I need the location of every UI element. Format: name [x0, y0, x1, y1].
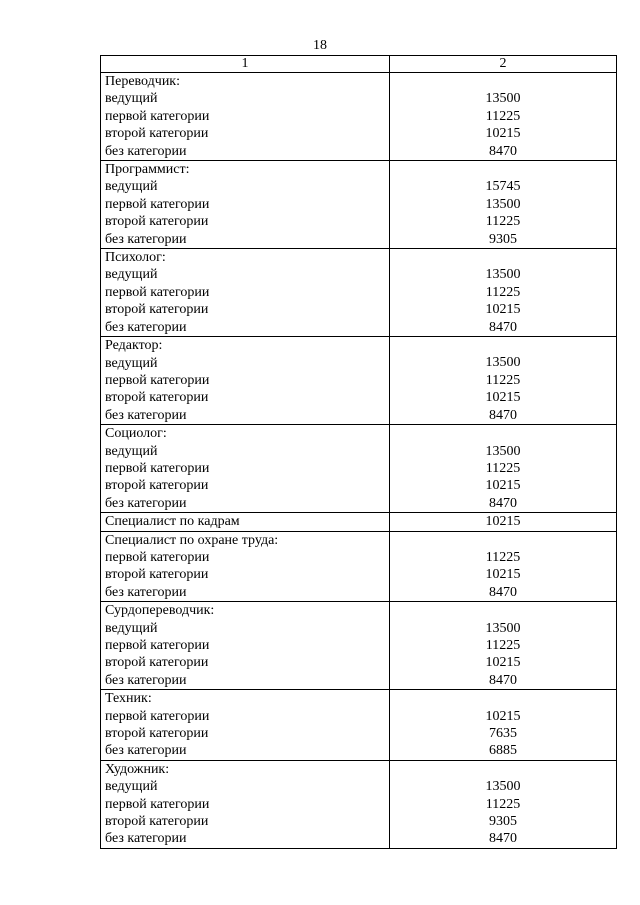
salary-value: 11225	[485, 549, 521, 565]
salary-cell	[390, 425, 617, 513]
position-cell	[101, 249, 390, 337]
table-row	[101, 161, 617, 249]
category-label: второй категории	[105, 567, 209, 583]
empty-value-line	[390, 161, 616, 178]
salary-value: 8470	[489, 495, 517, 511]
salary-value: 13500	[485, 196, 521, 212]
column-header-2: 2	[390, 56, 617, 73]
salary-value: 10215	[485, 708, 521, 724]
salary-value: 11225	[485, 108, 521, 124]
category-label: первой категории	[105, 196, 210, 212]
salary-value: 10215	[485, 655, 521, 671]
position-cell	[101, 73, 390, 161]
table-header-row	[101, 56, 617, 73]
empty-value-line	[390, 425, 616, 442]
page-number: 18	[313, 38, 327, 53]
table-row	[101, 249, 617, 337]
salary-value: 10215	[485, 514, 521, 530]
category-label: первой категории	[105, 638, 210, 653]
category-label: второй категории	[105, 814, 209, 830]
category-label: второй категории	[105, 214, 209, 230]
category-label: первой категории	[105, 108, 210, 124]
salary-value: 9305	[489, 231, 517, 247]
salary-value: 11225	[485, 372, 521, 388]
salary-value: 10215	[485, 478, 521, 494]
empty-value-line	[390, 73, 616, 90]
position-title: Программист:	[105, 162, 190, 178]
salary-value: 10215	[485, 126, 521, 142]
salary-cell	[390, 602, 617, 690]
category-label: второй категории	[105, 126, 209, 142]
salary-cell	[390, 690, 617, 761]
category-label: первой категории	[105, 372, 210, 388]
salary-value: 8470	[489, 319, 517, 335]
position-cell	[101, 513, 390, 531]
salary-value: 11225	[485, 284, 521, 300]
position-title: Техник:	[105, 691, 152, 707]
position-cell	[101, 425, 390, 513]
position-title: Социолог:	[105, 426, 167, 442]
salary-value: 13500	[485, 779, 521, 795]
category-label: ведущий	[105, 179, 158, 195]
position-title: Художник:	[105, 761, 170, 777]
salary-value: 9305	[489, 814, 517, 830]
salary-value: 7635	[489, 726, 517, 742]
table-row	[101, 760, 617, 848]
salary-value: 8470	[489, 831, 517, 847]
category-label: без категории	[105, 584, 187, 600]
category-label: без категории	[105, 743, 187, 759]
category-label: без категории	[105, 495, 187, 511]
salary-value: 13500	[485, 267, 521, 283]
table-row	[101, 531, 617, 602]
table-row	[101, 425, 617, 513]
category-label: ведущий	[105, 443, 158, 459]
salary-value: 11225	[485, 460, 521, 476]
table-row	[101, 690, 617, 761]
empty-value-line	[390, 761, 616, 778]
empty-value-line	[390, 690, 616, 707]
salary-value: 8470	[489, 672, 517, 688]
salary-value: 8470	[489, 407, 517, 423]
empty-value-line	[390, 532, 616, 549]
category-label: первой категории	[105, 460, 210, 476]
position-cell	[101, 602, 390, 690]
empty-value-line	[390, 602, 616, 619]
category-label: первой категории	[105, 549, 210, 565]
position-cell	[101, 161, 390, 249]
category-label: без категории	[105, 143, 187, 159]
table-row	[101, 513, 617, 531]
salary-cell	[390, 513, 617, 531]
table-row	[101, 337, 617, 425]
category-label: первой категории	[105, 796, 210, 812]
empty-value-line	[390, 249, 616, 266]
empty-value-line	[390, 337, 616, 354]
column-header-1: 1	[101, 56, 390, 73]
position-title: Психолог:	[105, 250, 166, 266]
category-label: без категории	[105, 319, 187, 335]
salary-value: 6885	[489, 743, 517, 759]
category-label: без категории	[105, 672, 187, 688]
position-cell	[101, 760, 390, 848]
salary-value: 13500	[485, 355, 521, 371]
salary-cell	[390, 337, 617, 425]
position-cell	[101, 337, 390, 425]
position-title: Редактор:	[105, 338, 163, 354]
category-label: ведущий	[105, 779, 158, 795]
category-label: второй категории	[105, 478, 209, 494]
salary-table	[100, 55, 617, 849]
position-cell	[101, 690, 390, 761]
salary-value: 15745	[485, 179, 521, 195]
salary-value: 10215	[485, 567, 521, 583]
salary-value: 13500	[485, 91, 521, 107]
position-cell	[101, 531, 390, 602]
category-label: второй категории	[105, 302, 209, 318]
position-title: Сурдопереводчик:	[105, 603, 215, 619]
salary-table-body	[101, 56, 617, 849]
salary-value: 11225	[485, 637, 521, 653]
salary-cell	[390, 249, 617, 337]
category-label: ведущий	[105, 91, 158, 107]
position-title: Специалист по охране труда:	[105, 532, 279, 548]
salary-value: 13500	[485, 443, 521, 459]
table-row	[101, 73, 617, 161]
salary-cell	[390, 161, 617, 249]
category-label: без категории	[105, 231, 187, 247]
salary-cell	[390, 73, 617, 161]
salary-cell	[390, 760, 617, 848]
salary-value: 11225	[485, 214, 521, 230]
category-label: первой категории	[105, 708, 210, 724]
category-label: ведущий	[105, 620, 158, 636]
category-label: второй категории	[105, 390, 209, 406]
category-label: второй категории	[105, 726, 209, 742]
salary-value: 10215	[485, 390, 521, 406]
category-label: Специалист по кадрам	[105, 514, 240, 530]
salary-value: 8470	[489, 584, 517, 600]
category-label: без категории	[105, 407, 187, 423]
salary-cell	[390, 531, 617, 602]
salary-value: 13500	[485, 620, 521, 636]
category-label: ведущий	[105, 267, 158, 283]
category-label: второй категории	[105, 655, 209, 671]
table-row	[101, 602, 617, 690]
salary-value: 8470	[489, 143, 517, 159]
category-label: первой категории	[105, 284, 210, 300]
position-title: Переводчик:	[105, 74, 180, 89]
salary-value: 10215	[485, 302, 521, 318]
salary-value: 11225	[485, 796, 521, 812]
category-label: ведущий	[105, 355, 158, 371]
category-label: без категории	[105, 831, 187, 847]
